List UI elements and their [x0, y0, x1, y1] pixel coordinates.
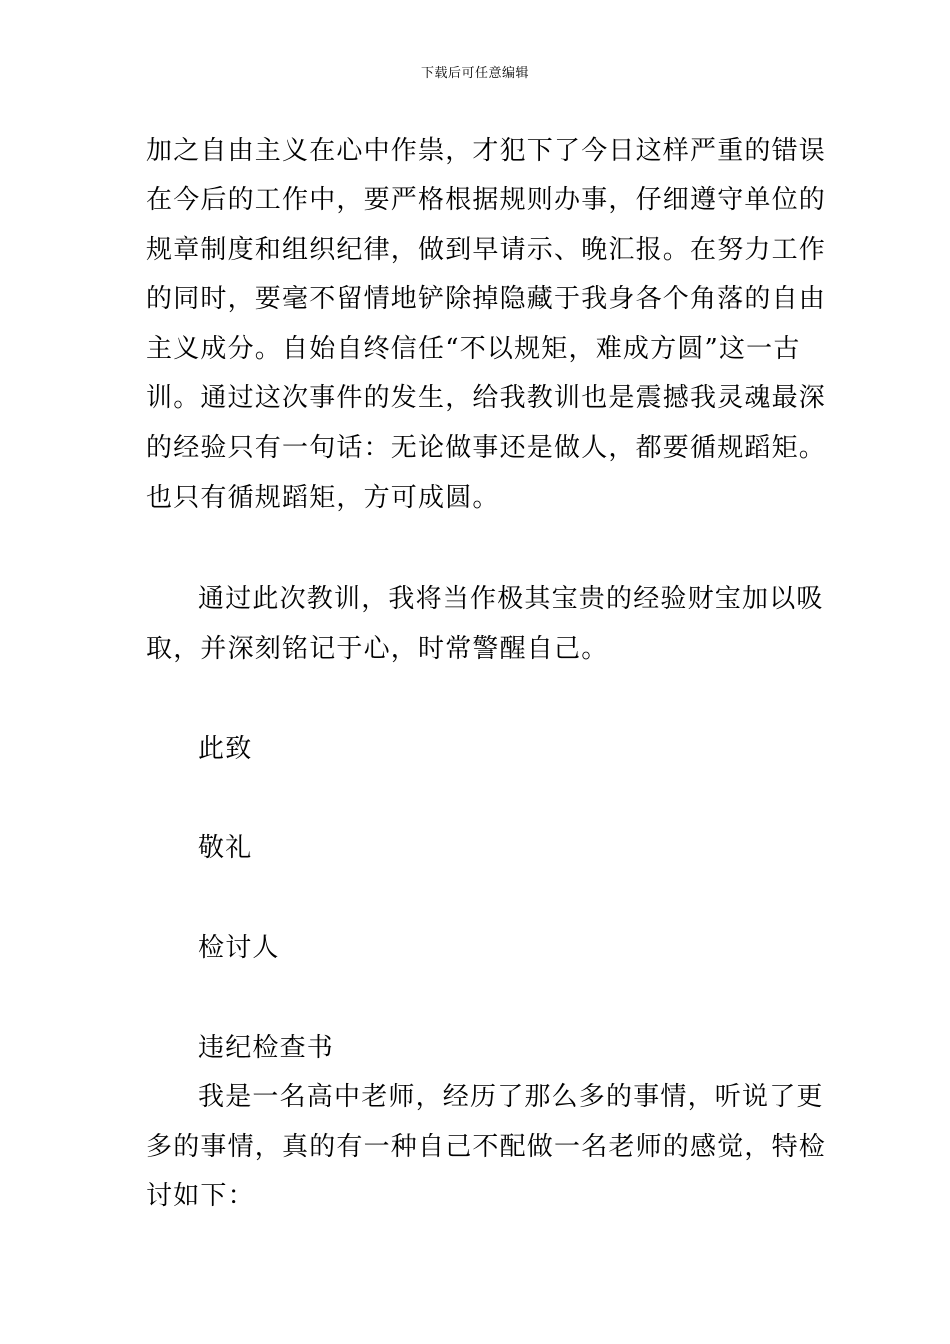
body-line: 的同时，要毫不留情地铲除掉隐藏于我身各个角落的自由: [146, 284, 827, 314]
body-line: 主义成分。自始自终信任“不以规矩，难成方圆”这一古: [146, 334, 801, 364]
body-line: 的经验只有一句话：无论做事还是做人，都要循规蹈矩。: [146, 433, 827, 463]
body-line: 讨如下：: [146, 1181, 255, 1211]
body-line: 多的事情，真的有一种自己不配做一名老师的感觉，特检: [146, 1132, 827, 1162]
salutation-line: 敬礼: [198, 833, 253, 863]
body-line: 加之自由主义在心中作祟，才犯下了今日这样严重的错误: [146, 136, 827, 166]
page-header-note: 下载后可任意编辑: [420, 66, 529, 81]
signature-label: 检讨人: [198, 933, 280, 963]
body-line: 也只有循规蹈矩，方可成圆。: [146, 483, 500, 513]
body-line: 规章制度和组织纪律，做到早请示、晚汇报。在努力工作: [146, 235, 827, 265]
body-line: 取，并深刻铭记于心，时常警醒自己。: [146, 634, 609, 664]
section-title: 违纪检查书: [198, 1033, 335, 1063]
body-line: 我是一名高中老师，经历了那么多的事情，听说了更: [198, 1082, 824, 1112]
body-line: 在今后的工作中，要严格根据规则办事，仔细遵守单位的: [146, 185, 827, 215]
salutation-line: 此致: [198, 734, 253, 764]
body-line: 通过此次教训，我将当作极其宝贵的经验财宝加以吸: [198, 584, 824, 614]
body-line: 训。通过这次事件的发生，给我教训也是震撼我灵魂最深: [146, 383, 827, 413]
